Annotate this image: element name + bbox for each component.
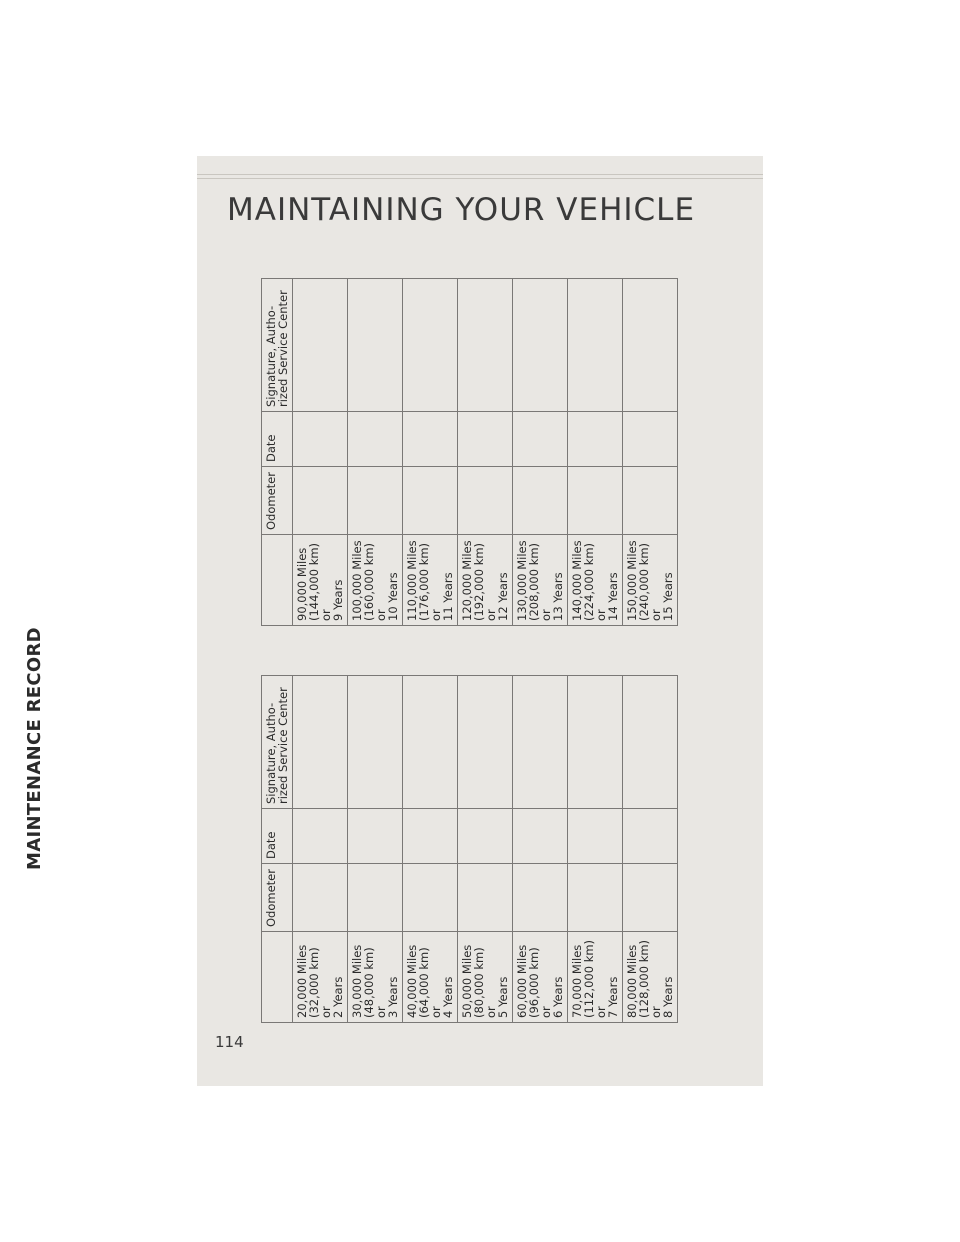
odometer-cell [513, 467, 568, 535]
header-rule-secondary [197, 178, 763, 179]
mileage-cell: 130,000 Miles (208,000 km) or 13 Years [513, 535, 568, 626]
table-row [293, 676, 348, 1023]
date-cell [513, 809, 568, 864]
odometer-cell [568, 864, 623, 932]
odometer-cell [458, 864, 513, 932]
mileage-cell: 50,000 Miles (80,000 km) or 5 Years [458, 932, 513, 1023]
odometer-cell [293, 467, 348, 535]
odometer-cell [513, 864, 568, 932]
table-row [623, 279, 678, 626]
signature-cell [293, 676, 348, 809]
date-cell [403, 809, 458, 864]
date-cell [568, 809, 623, 864]
table-row [568, 676, 623, 1023]
header-interval [262, 932, 293, 1023]
odometer-cell [348, 467, 403, 535]
table-row [458, 676, 513, 1023]
header-interval [262, 535, 293, 626]
odometer-cell [568, 467, 623, 535]
mileage-cell: 30,000 Miles (48,000 km) or 3 Years [348, 932, 403, 1023]
mileage-cell: 40,000 Miles (64,000 km) or 4 Years [403, 932, 458, 1023]
signature-cell [458, 676, 513, 809]
date-cell [458, 412, 513, 467]
header-rule [197, 174, 763, 175]
signature-cell [568, 676, 623, 809]
header-signature: Signature, Autho- rized Service Center [262, 676, 293, 809]
mileage-cell: 80,000 Miles (128,000 km) or 8 Years [623, 932, 678, 1023]
date-cell [458, 809, 513, 864]
mileage-cell: 90,000 Miles (144,000 km) or 9 Years [293, 535, 348, 626]
date-cell [348, 412, 403, 467]
date-cell [623, 809, 678, 864]
mileage-cell: 120,000 Miles (192,000 km) or 12 Years [458, 535, 513, 626]
maintenance-table-left [261, 675, 678, 1023]
signature-cell [623, 676, 678, 809]
odometer-cell [403, 864, 458, 932]
table-header-row [262, 676, 293, 1023]
header-odometer: Odometer [262, 467, 293, 535]
table-header-row [262, 279, 293, 626]
date-cell [623, 412, 678, 467]
table-row [623, 676, 678, 1023]
signature-cell [513, 676, 568, 809]
signature-cell [403, 676, 458, 809]
signature-cell [403, 279, 458, 412]
table-row [348, 279, 403, 626]
header-date: Date [262, 809, 293, 864]
odometer-cell [458, 467, 513, 535]
date-cell [348, 809, 403, 864]
signature-cell [513, 279, 568, 412]
table-row [348, 676, 403, 1023]
page-number: 114 [215, 1033, 244, 1051]
date-cell [293, 809, 348, 864]
header-odometer: Odometer [262, 864, 293, 932]
table-row [568, 279, 623, 626]
table-row [513, 676, 568, 1023]
table-row [403, 676, 458, 1023]
mileage-cell: 60,000 Miles (96,000 km) or 6 Years [513, 932, 568, 1023]
header-signature: Signature, Autho- rized Service Center [262, 279, 293, 412]
signature-cell [458, 279, 513, 412]
table-row [293, 279, 348, 626]
mileage-cell: 140,000 Miles (224,000 km) or 14 Years [568, 535, 623, 626]
date-cell [293, 412, 348, 467]
odometer-cell [348, 864, 403, 932]
signature-cell [568, 279, 623, 412]
section-title: MAINTAINING YOUR VEHICLE [227, 192, 696, 228]
signature-cell [348, 279, 403, 412]
maintenance-record-title: MAINTENANCE RECORD [24, 627, 45, 870]
table-row [458, 279, 513, 626]
odometer-cell [623, 467, 678, 535]
odometer-cell [623, 864, 678, 932]
mileage-cell: 20,000 Miles (32,000 km) or 2 Years [293, 932, 348, 1023]
signature-cell [293, 279, 348, 412]
maintenance-table-right [261, 278, 678, 626]
odometer-cell [293, 864, 348, 932]
odometer-cell [403, 467, 458, 535]
table-row [403, 279, 458, 626]
mileage-cell: 70,000 Miles (112,000 km) or 7 Years [568, 932, 623, 1023]
table-row [513, 279, 568, 626]
mileage-cell: 110,000 Miles (176,000 km) or 11 Years [403, 535, 458, 626]
mileage-cell: 150,000 Miles (240,000 km) or 15 Years [623, 535, 678, 626]
date-cell [568, 412, 623, 467]
mileage-cell: 100,000 Miles (160,000 km) or 10 Years [348, 535, 403, 626]
date-cell [513, 412, 568, 467]
signature-cell [348, 676, 403, 809]
header-date: Date [262, 412, 293, 467]
date-cell [403, 412, 458, 467]
signature-cell [623, 279, 678, 412]
